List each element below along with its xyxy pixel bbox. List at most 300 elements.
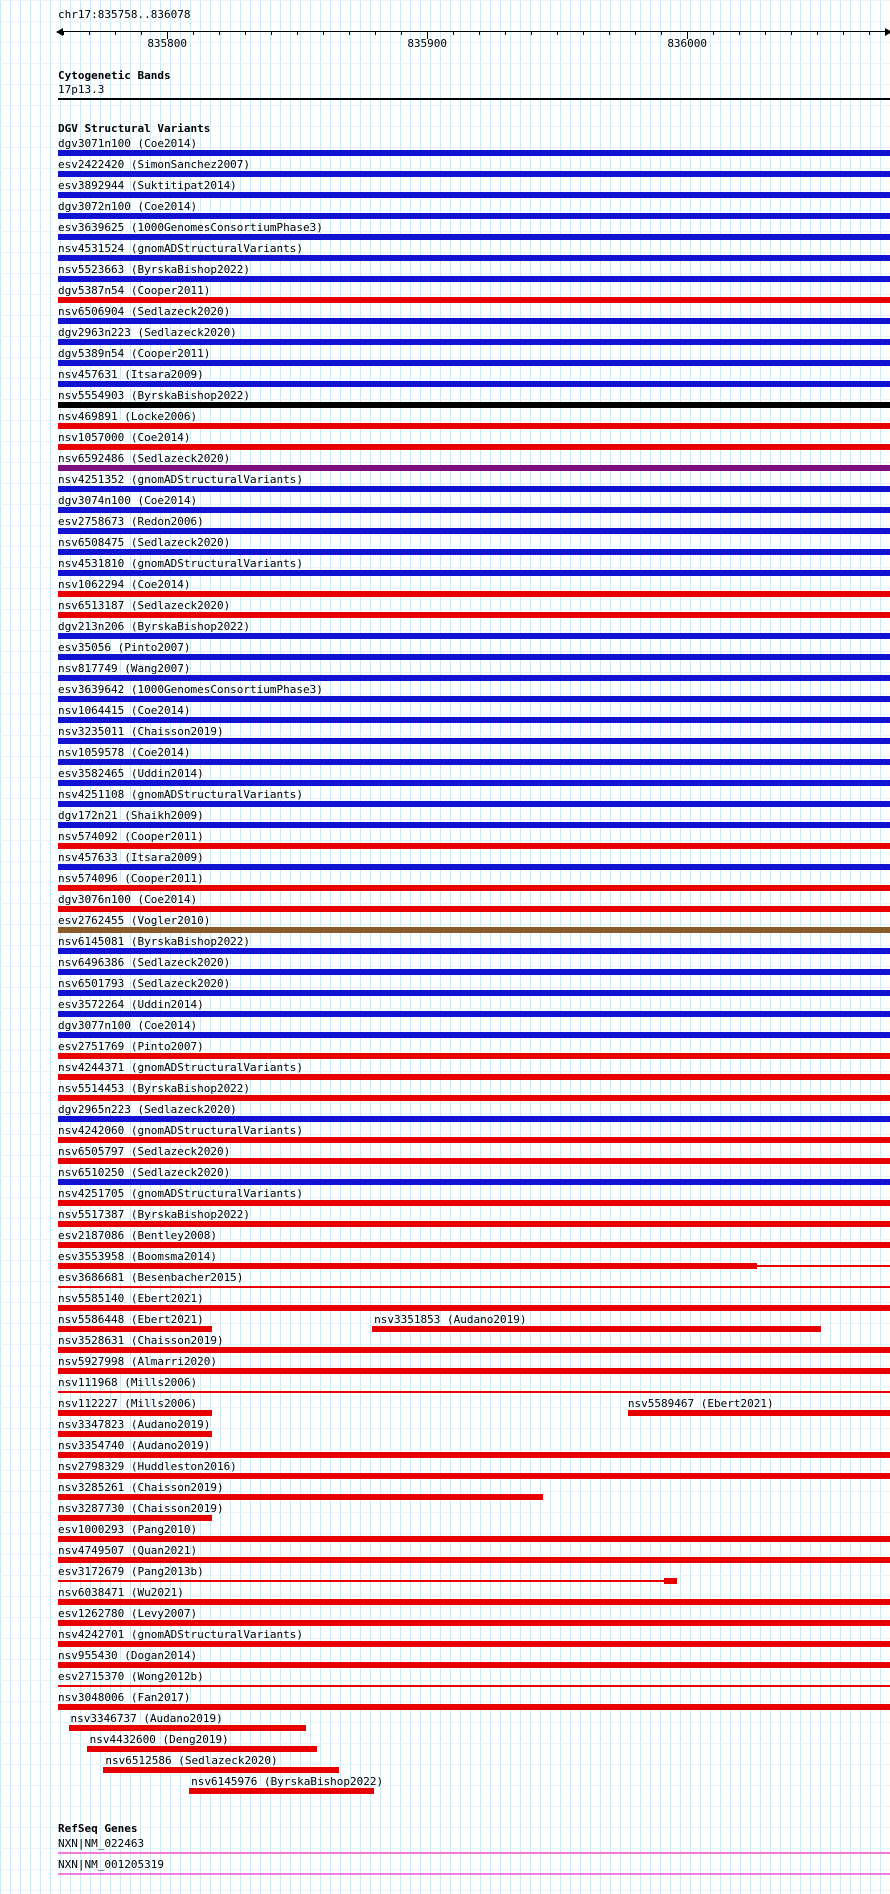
variant-bar-line — [58, 906, 890, 914]
variant-row — [58, 1523, 890, 1544]
variant-bar[interactable] — [58, 1641, 890, 1647]
variant-row — [58, 1166, 890, 1187]
variant-bar[interactable] — [58, 1536, 890, 1542]
variant-bar[interactable] — [58, 1347, 890, 1353]
variant-label: nsv2798329 (Huddleston2016) — [58, 1460, 237, 1473]
variant-bar-line — [58, 1284, 890, 1292]
variant-bar-line — [58, 1494, 890, 1502]
variant-bar[interactable] — [189, 1788, 374, 1794]
variant-bar-line — [58, 192, 890, 200]
variant-bar[interactable] — [58, 1305, 890, 1311]
variant-row — [58, 1691, 890, 1712]
variant-bar-line — [58, 1263, 890, 1271]
variant-label-line — [58, 158, 890, 171]
variant-bar-line — [58, 381, 890, 389]
variant-bar-line — [58, 171, 890, 179]
variant-bar[interactable] — [58, 1116, 890, 1122]
variant-row — [58, 368, 890, 389]
variant-bar[interactable] — [58, 1074, 890, 1080]
ruler-minor-tick — [349, 31, 350, 35]
ruler-minor-tick — [635, 31, 636, 35]
variant-row — [58, 767, 890, 788]
variant-label-line — [58, 872, 890, 885]
variant-bar[interactable] — [58, 1452, 890, 1458]
variant-bar[interactable] — [58, 297, 890, 303]
ruler-minor-tick — [843, 31, 844, 35]
variant-label-line — [58, 1145, 890, 1158]
variant-row — [58, 1019, 890, 1040]
variant-bar[interactable] — [58, 570, 890, 576]
variant-label: nsv3287730 (Chaisson2019) — [58, 1502, 224, 1515]
variant-label-line — [58, 641, 890, 654]
variant-label: nsv817749 (Wang2007) — [58, 662, 191, 675]
variant-label: dgv3071n100 (Coe2014) — [58, 137, 198, 150]
variant-label-line — [58, 1040, 890, 1053]
variant-label-line — [58, 515, 890, 528]
variant-row — [58, 1292, 890, 1313]
variant-bar-line — [58, 738, 890, 746]
variant-label: dgv3074n100 (Coe2014) — [58, 494, 198, 507]
variant-label-line — [58, 1418, 890, 1431]
variant-label-line — [58, 998, 890, 1011]
variant-bar[interactable] — [58, 171, 890, 177]
variant-bar[interactable] — [58, 381, 890, 387]
variant-label: nsv457631 (Itsara2009) — [58, 368, 204, 381]
variant-label-line — [58, 1691, 890, 1704]
variant-label: nsv112227 (Mills2006) — [58, 1397, 198, 1410]
variant-bar[interactable] — [58, 906, 890, 912]
variant-label-line — [58, 1334, 890, 1347]
variant-row — [58, 1061, 890, 1082]
variant-row — [58, 1586, 890, 1607]
variant-bar[interactable] — [58, 759, 890, 765]
variant-label: esv3892944 (Suktitipat2014) — [58, 179, 237, 192]
variant-bar[interactable] — [58, 927, 890, 933]
variant-bar[interactable] — [58, 255, 890, 261]
variant-label: esv3553958 (Boomsma2014) — [58, 1250, 217, 1263]
variant-bar[interactable] — [69, 1725, 306, 1731]
variant-bar-line — [58, 1662, 890, 1670]
ruler-minor-tick — [323, 31, 324, 35]
variant-label: nsv4749507 (Quan2021) — [58, 1544, 198, 1557]
variant-label-line — [58, 347, 890, 360]
variant-label: dgv213n206 (ByrskaBishop2022) — [58, 620, 251, 633]
variant-row — [58, 1418, 890, 1439]
variant-row — [58, 1460, 890, 1481]
variant-row — [58, 1544, 890, 1565]
variant-bar[interactable] — [372, 1326, 821, 1332]
variant-bar[interactable] — [58, 885, 890, 891]
variant-bar[interactable] — [58, 1011, 890, 1017]
variant-label: esv3572264 (Uddin2014) — [58, 998, 204, 1011]
variant-bar[interactable] — [58, 1391, 890, 1393]
variant-label-line — [58, 1166, 890, 1179]
variant-row — [58, 914, 890, 935]
variant-bar[interactable] — [58, 1431, 212, 1437]
variant-bar[interactable] — [58, 1179, 890, 1185]
variant-bar-line — [58, 1725, 890, 1733]
variant-row — [58, 1145, 890, 1166]
variant-row — [58, 1481, 890, 1502]
variant-label: nsv6501793 (Sedlazeck2020) — [58, 977, 231, 990]
variant-row — [58, 179, 890, 200]
variant-label-line — [58, 1460, 890, 1473]
variant-bar[interactable] — [58, 1242, 890, 1248]
variant-label-line — [58, 683, 890, 696]
variant-label: nsv469891 (Locke2006) — [58, 410, 198, 423]
variant-label-line — [58, 1502, 890, 1515]
variant-bar-line — [58, 822, 890, 830]
variant-row — [58, 347, 890, 368]
variant-label-line — [58, 746, 890, 759]
gene-label-line — [58, 1858, 890, 1871]
variant-label-line — [58, 1439, 890, 1452]
variant-bar[interactable] — [58, 822, 890, 828]
variant-bar-line — [58, 843, 890, 851]
variant-row — [58, 620, 890, 641]
variant-bar[interactable] — [58, 948, 890, 954]
variant-label: nsv6496386 (Sedlazeck2020) — [58, 956, 231, 969]
variant-row — [58, 704, 890, 725]
ruler-minor-tick — [375, 31, 376, 35]
variant-bar[interactable] — [58, 1580, 665, 1582]
dgv-track-title: DGV Structural Variants — [58, 122, 211, 135]
variant-label-line — [58, 1544, 890, 1557]
variant-row — [58, 515, 890, 536]
variant-label-line — [58, 1313, 890, 1326]
variant-label-line — [58, 368, 890, 381]
variant-label-line — [58, 830, 890, 843]
variant-bar[interactable] — [58, 1326, 212, 1332]
variant-bar[interactable] — [58, 801, 890, 807]
variant-bar-line — [58, 1053, 890, 1061]
variant-bar-line — [58, 696, 890, 704]
variant-bar[interactable] — [58, 339, 890, 345]
variant-bar[interactable] — [58, 1095, 890, 1101]
dgv-variant-rows — [58, 137, 890, 1796]
variant-label: nsv5523663 (ByrskaBishop2022) — [58, 263, 251, 276]
variant-label: nsv955430 (Dogan2014) — [58, 1649, 198, 1662]
variant-bar[interactable] — [58, 1662, 890, 1668]
ruler-minor-tick — [557, 31, 558, 35]
variant-bar-line — [58, 591, 890, 599]
variant-row — [58, 1208, 890, 1229]
variant-label-line — [58, 200, 890, 213]
variant-label-line — [58, 1649, 890, 1662]
variant-bar[interactable] — [58, 1620, 890, 1626]
variant-label: nsv6592486 (Sedlazeck2020) — [58, 452, 231, 465]
variant-label: nsv6505797 (Sedlazeck2020) — [58, 1145, 231, 1158]
variant-bar-line — [58, 1536, 890, 1544]
variant-bar-line — [58, 1137, 890, 1145]
variant-row — [58, 305, 890, 326]
variant-bar[interactable] — [58, 507, 890, 513]
variant-bar[interactable] — [58, 1263, 757, 1269]
variant-label-line — [58, 1355, 890, 1368]
variant-bar-line — [58, 528, 890, 536]
ruler-minor-tick — [609, 31, 610, 35]
variant-label-line — [58, 1124, 890, 1137]
variant-bar[interactable] — [58, 528, 890, 534]
variant-bar-line — [58, 486, 890, 494]
variant-row — [58, 1376, 890, 1397]
variant-label: esv2422420 (SimonSanchez2007) — [58, 158, 251, 171]
variant-label-line — [58, 494, 890, 507]
variant-label-line — [58, 137, 890, 150]
variant-row — [58, 578, 890, 599]
variant-label: nsv3346737 (Audano2019) — [70, 1712, 223, 1725]
variant-bar[interactable] — [757, 1265, 890, 1267]
variant-bar[interactable] — [58, 276, 890, 282]
ruler-minor-tick — [89, 31, 90, 35]
variant-bar-line — [58, 864, 890, 872]
ruler-right-arrow-icon — [885, 28, 890, 36]
variant-label: nsv6512586 (Sedlazeck2020) — [105, 1754, 278, 1767]
variant-row — [58, 1628, 890, 1649]
variant-row — [58, 683, 890, 704]
variant-label: esv1000293 (Pang2010) — [58, 1523, 198, 1536]
variant-row — [58, 1607, 890, 1628]
variant-row — [58, 452, 890, 473]
variant-row — [58, 788, 890, 809]
variant-bar[interactable] — [58, 213, 890, 219]
variant-bar[interactable] — [58, 1599, 890, 1605]
variant-bar[interactable] — [58, 717, 890, 723]
variant-bar-line — [58, 570, 890, 578]
variant-row — [58, 494, 890, 515]
variant-bar[interactable] — [58, 486, 890, 492]
variant-label-line — [58, 1481, 890, 1494]
gene-label: NXN|NM_001205319 — [58, 1858, 164, 1871]
variant-row — [58, 872, 890, 893]
variant-label-line — [58, 389, 890, 402]
variant-bar[interactable] — [58, 1704, 890, 1710]
ruler-minor-tick — [63, 31, 64, 35]
variant-label: dgv3077n100 (Coe2014) — [58, 1019, 198, 1032]
variant-bar[interactable] — [58, 1515, 212, 1521]
variant-bar[interactable] — [87, 1746, 317, 1752]
variant-bar[interactable] — [58, 1221, 890, 1227]
variant-row — [58, 1733, 890, 1754]
variant-label-line — [58, 1607, 890, 1620]
variant-row — [58, 809, 890, 830]
refseq-gene-rows — [58, 1837, 890, 1879]
variant-label-line — [58, 1250, 890, 1263]
variant-label: nsv6038471 (Wu2021) — [58, 1586, 184, 1599]
variant-row — [58, 1775, 890, 1796]
ruler-minor-tick — [479, 31, 480, 35]
variant-label-line — [58, 1082, 890, 1095]
variant-bar-line — [58, 1389, 890, 1397]
ruler-tick-label: 835800 — [147, 37, 188, 50]
variant-bar[interactable] — [58, 1032, 890, 1038]
variant-label: nsv3285261 (Chaisson2019) — [58, 1481, 224, 1494]
variant-row — [58, 599, 890, 620]
variant-bar[interactable] — [58, 423, 890, 429]
variant-bar-line — [58, 927, 890, 935]
variant-label-line — [58, 620, 890, 633]
variant-bar[interactable] — [58, 696, 890, 702]
variant-row — [58, 830, 890, 851]
variant-bar[interactable] — [664, 1578, 677, 1584]
variant-label-line — [58, 977, 890, 990]
variant-label-line — [58, 1712, 890, 1725]
variant-bar[interactable] — [58, 864, 890, 870]
variant-label-line — [58, 1754, 890, 1767]
variant-bar[interactable] — [58, 675, 890, 681]
variant-bar-line — [58, 1767, 890, 1775]
variant-bar-line — [58, 717, 890, 725]
variant-label: nsv1059578 (Coe2014) — [58, 746, 191, 759]
variant-label: dgv5389n54 (Cooper2011) — [58, 347, 211, 360]
variant-label-line — [58, 557, 890, 570]
variant-label-line — [58, 1523, 890, 1536]
variant-bar[interactable] — [58, 192, 890, 198]
variant-label: nsv6513187 (Sedlazeck2020) — [58, 599, 231, 612]
variant-bar[interactable] — [58, 549, 890, 555]
gene-label: NXN|NM_022463 — [58, 1837, 145, 1850]
variant-bar[interactable] — [58, 444, 890, 450]
variant-label-line — [58, 956, 890, 969]
variant-bar-line — [58, 1746, 890, 1754]
variant-bar-line — [58, 759, 890, 767]
variant-bar[interactable] — [58, 1557, 890, 1563]
variant-label-line — [58, 1733, 890, 1746]
variant-label-line — [58, 578, 890, 591]
variant-bar-line — [58, 1221, 890, 1229]
variant-label: dgv5387n54 (Cooper2011) — [58, 284, 211, 297]
variant-row — [58, 1355, 890, 1376]
variant-label-line — [58, 284, 890, 297]
ruler-minor-tick — [297, 31, 298, 35]
variant-row — [58, 1397, 890, 1418]
variant-bar[interactable] — [58, 990, 890, 996]
variant-label-line — [58, 935, 890, 948]
variant-bar[interactable] — [58, 1053, 890, 1059]
ruler-minor-tick — [115, 31, 116, 35]
ruler-minor-tick — [219, 31, 220, 35]
ruler-minor-tick — [141, 31, 142, 35]
variant-bar[interactable] — [58, 591, 890, 597]
variant-bar[interactable] — [58, 969, 890, 975]
variant-bar[interactable] — [58, 1137, 890, 1143]
variant-row — [58, 1313, 890, 1334]
variant-row — [58, 1082, 890, 1103]
variant-bar[interactable] — [58, 1368, 890, 1374]
variant-label: nsv574096 (Cooper2011) — [58, 872, 204, 885]
variant-bar-line — [58, 1011, 890, 1019]
variant-label-line — [58, 536, 890, 549]
variant-label: nsv6506904 (Sedlazeck2020) — [58, 305, 231, 318]
variant-row — [58, 158, 890, 179]
variant-label-line — [58, 263, 890, 276]
ruler-minor-tick — [245, 31, 246, 35]
variant-bar-line — [58, 444, 890, 452]
variant-bar[interactable] — [58, 633, 890, 639]
variant-bar[interactable] — [58, 780, 890, 786]
variant-row — [58, 1040, 890, 1061]
variant-bar[interactable] — [58, 402, 890, 408]
variant-label-line — [58, 1376, 890, 1389]
variant-bar[interactable] — [58, 843, 890, 849]
variant-bar[interactable] — [58, 1685, 890, 1687]
variant-bar[interactable] — [58, 465, 890, 471]
ruler-minor-tick — [817, 31, 818, 35]
variant-label-line — [58, 410, 890, 423]
variant-bar[interactable] — [103, 1767, 339, 1773]
variant-bar-line — [58, 1242, 890, 1250]
variant-label-line — [58, 221, 890, 234]
gene-row — [58, 1858, 890, 1879]
variant-label: nsv4251705 (gnomADStructuralVariants) — [58, 1187, 304, 1200]
variant-label-line — [58, 1208, 890, 1221]
variant-bar-line — [58, 423, 890, 431]
variant-bar-line — [58, 1305, 890, 1313]
variant-bar[interactable] — [58, 612, 890, 618]
variant-label-line — [58, 1670, 890, 1683]
variant-row — [58, 410, 890, 431]
variant-bar-line — [58, 1200, 890, 1208]
variant-bar[interactable] — [58, 1410, 212, 1416]
variant-label-line — [58, 893, 890, 906]
variant-bar-line — [58, 990, 890, 998]
variant-label: dgv3072n100 (Coe2014) — [58, 200, 198, 213]
variant-bar-line — [58, 465, 890, 473]
variant-row — [58, 1712, 890, 1733]
variant-bar[interactable] — [58, 1200, 890, 1206]
gene-bar[interactable] — [58, 1852, 890, 1854]
gene-bar[interactable] — [58, 1873, 890, 1875]
gene-row — [58, 1837, 890, 1858]
variant-row — [58, 137, 890, 158]
variant-bar[interactable] — [58, 654, 890, 660]
variant-row — [58, 935, 890, 956]
variant-row — [58, 998, 890, 1019]
variant-label-line — [58, 452, 890, 465]
variant-bar-line — [58, 318, 890, 326]
gene-label-line — [58, 1837, 890, 1850]
variant-label-line — [58, 326, 890, 339]
variant-bar[interactable] — [58, 1286, 890, 1288]
variant-bar-line — [58, 675, 890, 683]
variant-bar[interactable] — [58, 1158, 890, 1164]
variant-label-line — [58, 305, 890, 318]
ruler-minor-tick — [661, 31, 662, 35]
variant-label: nsv5585140 (Ebert2021) — [58, 1292, 204, 1305]
variant-row — [58, 221, 890, 242]
variant-bar[interactable] — [58, 234, 890, 240]
cytoband-glyph[interactable] — [58, 98, 890, 100]
variant-label-line — [58, 179, 890, 192]
variant-label-line — [58, 599, 890, 612]
variant-row — [58, 1103, 890, 1124]
variant-bar[interactable] — [58, 360, 890, 366]
refseq-track-title: RefSeq Genes — [58, 1822, 138, 1835]
variant-bar-line — [58, 1410, 890, 1418]
variant-label: nsv4242701 (gnomADStructuralVariants) — [58, 1628, 304, 1641]
variant-bar[interactable] — [58, 1494, 543, 1500]
variant-bar[interactable] — [58, 150, 890, 156]
variant-bar-line — [58, 297, 890, 305]
ruler-tick-label: 835900 — [407, 37, 448, 50]
variant-bar[interactable] — [58, 318, 890, 324]
variant-label: nsv5589467 (Ebert2021) — [627, 1397, 774, 1410]
variant-bar[interactable] — [58, 1473, 890, 1479]
variant-bar[interactable] — [628, 1410, 890, 1416]
variant-bar[interactable] — [58, 738, 890, 744]
variant-bar-line — [58, 1788, 890, 1796]
variant-label: nsv1057000 (Coe2014) — [58, 431, 191, 444]
